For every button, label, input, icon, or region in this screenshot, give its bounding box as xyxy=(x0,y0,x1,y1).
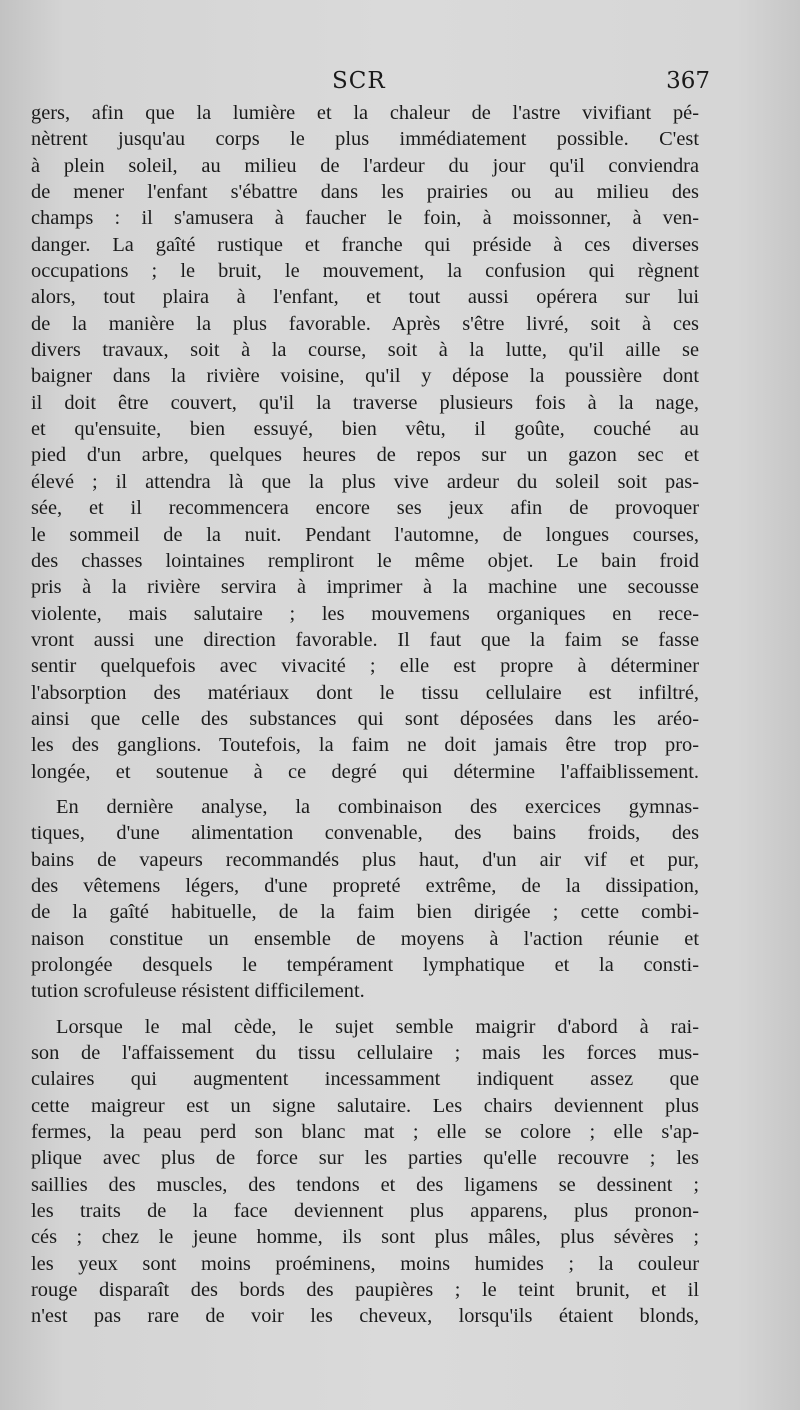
text-line: n'est pas rare de voir les cheveux, lorsqu'ils étaient blonds, xyxy=(31,1305,699,1328)
text-line: violente, mais salutaire ; les mouvemens organiques en rece- xyxy=(31,602,699,625)
text-line: ainsi que celle des substances qui sont déposées dans les aréo- xyxy=(31,707,699,730)
paragraph xyxy=(31,100,699,785)
text-line: à plein soleil, au milieu de l'ardeur du jour qu'il conviendra xyxy=(31,154,699,177)
page-number: 367 xyxy=(666,68,710,94)
text-line: occupations ; le bruit, le mouvement, la confusion qui règnent xyxy=(31,260,699,283)
text-line: rouge disparaît des bords des paupières ; le teint brunit, et il xyxy=(31,1279,699,1302)
text-line: danger. La gaîté rustique et franche qui préside à ces diverses xyxy=(31,233,699,256)
text-line: pied d'un arbre, quelques heures de repos sur un gazon sec et xyxy=(31,444,699,467)
text-line: cés ; chez le jeune homme, ils sont plus mâles, plus sévères ; xyxy=(31,1226,699,1249)
text-line: les yeux sont moins proéminens, moins humides ; la couleur xyxy=(31,1252,699,1275)
text-line: de mener l'enfant s'ébattre dans les prairies ou au milieu des xyxy=(31,181,699,204)
body-text xyxy=(31,100,699,1330)
text-line: et qu'ensuite, bien essuyé, bien vêtu, il goûte, couché au xyxy=(31,418,699,441)
paragraph xyxy=(31,794,699,1005)
text-line: plique avec plus de force sur les parties qu'elle recouvre ; les xyxy=(31,1147,699,1170)
text-line: En dernière analyse, la combinaison des exercices gymnas- xyxy=(56,795,699,818)
text-line: fermes, la peau perd son blanc mat ; elle se colore ; elle s'ap- xyxy=(31,1121,699,1144)
text-line: de la manière la plus favorable. Après s'être livré, soit à ces xyxy=(31,312,699,335)
text-line: tution scrofuleuse résistent difficilement. xyxy=(31,980,365,1003)
text-line: saillies des muscles, des tendons et des ligamens se dessinent ; xyxy=(31,1173,699,1196)
text-line: des vêtemens légers, d'une propreté extrême, de la dissipation, xyxy=(31,874,699,897)
text-line: divers travaux, soit à la course, soit à la lutte, qu'il aille se xyxy=(31,339,699,362)
text-line: gers, afin que la lumière et la chaleur de l'astre vivifiant pé- xyxy=(31,102,699,124)
text-line: prolongée desquels le tempérament lymphatique et la consti- xyxy=(31,954,699,976)
text-line: pris à la rivière servira à imprimer à la machine une secousse xyxy=(31,576,699,599)
text-line: élevé ; il attendra là que la plus vive ardeur du soleil soit pas- xyxy=(31,470,699,493)
paragraph-gap xyxy=(31,1005,699,1014)
paragraph-gap xyxy=(31,785,699,794)
text-line: bains de vapeurs recommandés plus haut, d'un air vif et pur, xyxy=(31,848,699,871)
text-line: le sommeil de la nuit. Pendant l'automne, de longues courses, xyxy=(31,523,699,546)
text-line: baigner dans la rivière voisine, qu'il y dépose la poussière dont xyxy=(31,365,699,388)
text-line: des chasses lointaines rempliront le même objet. Le bain froid xyxy=(31,549,699,572)
text-line: culaires qui augmentent incessamment indiquent assez que xyxy=(31,1068,699,1091)
text-line: champs : il s'amusera à faucher le foin, à moissonner, à ven- xyxy=(31,207,699,230)
text-line: cette maigreur est un signe salutaire. Les chairs deviennent plus xyxy=(31,1094,699,1117)
text-line: alors, tout plaira à l'enfant, et tout aussi opérera sur lui xyxy=(31,286,699,309)
text-line: les des ganglions. Toutefois, la faim ne doit jamais être trop pro- xyxy=(31,734,699,757)
text-line: nètrent jusqu'au corps le plus immédiatement possible. C'est xyxy=(31,128,699,151)
text-line: longée, et soutenue à ce degré qui détermine l'affaiblissement. xyxy=(31,760,699,783)
text-line: Lorsque le mal cède, le sujet semble maigrir d'abord à rai- xyxy=(56,1015,699,1038)
paragraph xyxy=(31,1014,699,1330)
running-head: SCR xyxy=(332,68,386,94)
text-line: tiques, d'une alimentation convenable, des bains froids, des xyxy=(31,822,699,845)
text-line: vront aussi une direction favorable. Il faut que la faim se fasse xyxy=(31,628,699,651)
text-line: l'absorption des matériaux dont le tissu cellulaire est infiltré, xyxy=(31,681,699,704)
text-line: il doit être couvert, qu'il la traverse plusieurs fois à la nage, xyxy=(31,391,699,414)
text-line: de la gaîté habituelle, de la faim bien dirigée ; cette combi- xyxy=(31,901,699,924)
text-line: son de l'affaissement du tissu cellulaire ; mais les forces mus- xyxy=(31,1042,699,1065)
text-line: sentir quelquefois avec vivacité ; elle est propre à déterminer xyxy=(31,655,699,678)
page-header xyxy=(30,68,710,98)
text-line: les traits de la face deviennent plus apparens, plus pronon- xyxy=(31,1200,699,1223)
text-line: sée, et il recommencera encore ses jeux afin de provoquer xyxy=(31,497,699,520)
text-line: naison constitue un ensemble de moyens à l'action réunie et xyxy=(31,927,699,950)
